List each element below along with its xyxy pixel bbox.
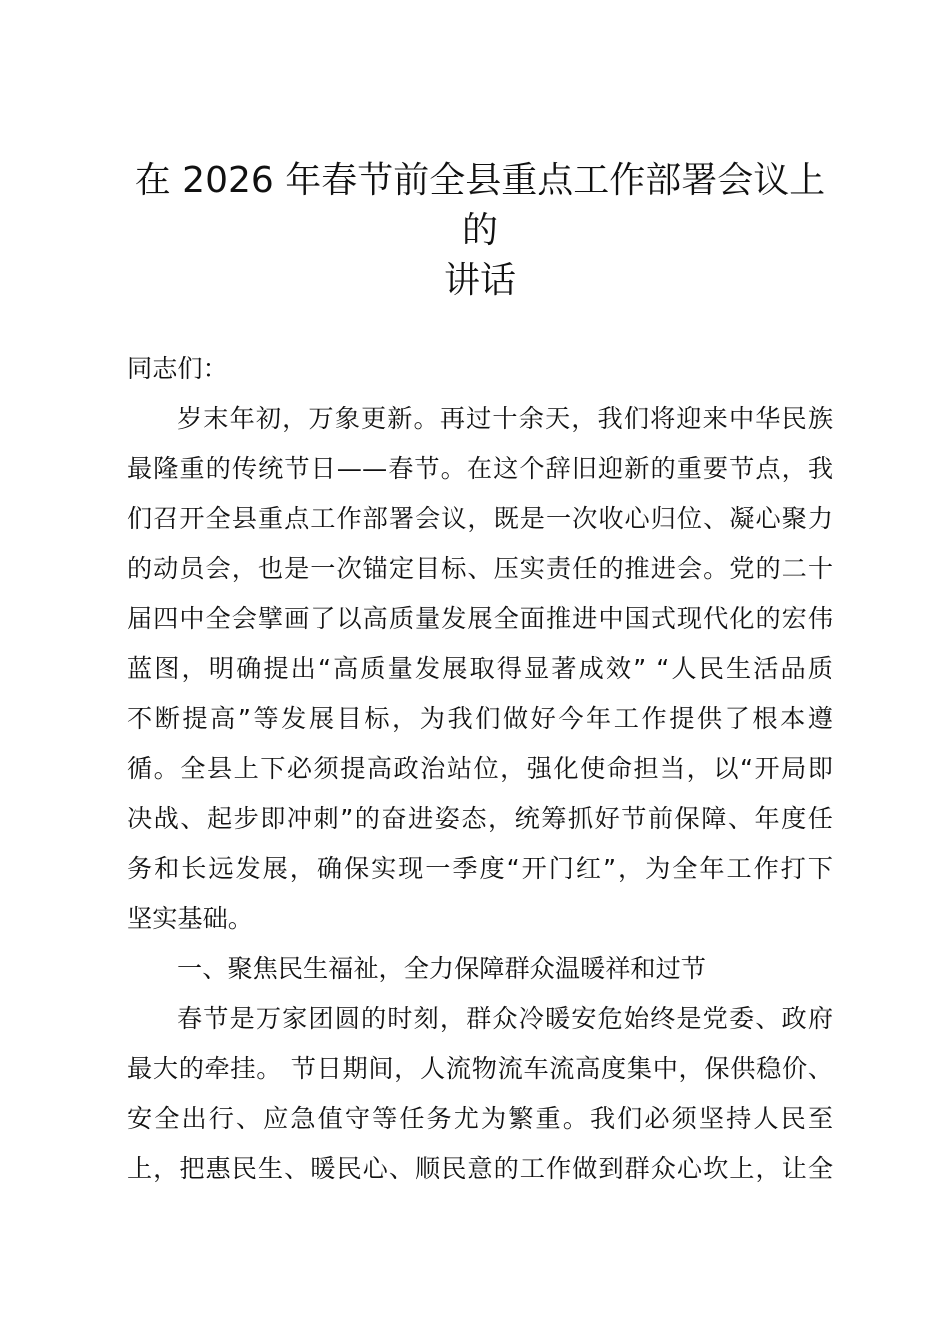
text-line: 届四中全会擘画了以高质量发展全面推进中国式现代化的宏伟 <box>127 604 833 633</box>
text-line: 循。全县上下必须提高政治站位，强化使命担当，以“开局即 <box>127 754 833 783</box>
salutation: 同志们： <box>127 354 228 383</box>
title-line-2: 讲话 <box>443 260 516 301</box>
text-line: 蓝图，明确提出“高质量发展取得显著成效” “人民生活品质 <box>127 654 833 683</box>
text-line: 安全出行、应急值守等任务尤为繁重。我们必须坚持人民至 <box>127 1104 833 1133</box>
text-line: 的动员会，也是一次锚定目标、压实责任的推进会。党的二十 <box>127 554 833 583</box>
text-line: 们召开全县重点工作部署会议，既是一次收心归位、凝心聚力 <box>127 504 833 533</box>
paragraph-intro <box>127 394 833 944</box>
text-line: 坚实基础。 <box>127 904 253 933</box>
text-line: 不断提高”等发展目标，为我们做好今年工作提供了根本遵 <box>127 704 833 733</box>
text-line: 最大的牵挂。 节日期间，人流物流车流高度集中，保供稳价、 <box>127 1054 833 1083</box>
text-line: 最隆重的传统节日——春节。在这个辞旧迎新的重要节点，我 <box>127 454 833 483</box>
text-line: 务和长远发展，确保实现一季度“开门红”，为全年工作打下 <box>127 854 833 883</box>
text-line: 上，把惠民生、暖民心、顺民意的工作做到群众心坎上，让全 <box>127 1154 833 1183</box>
title-line-1: 在 2026 年春节前全县重点工作部署会议上的 <box>134 160 826 251</box>
text-line: 决战、起步即冲刺”的奋进姿态，统筹抓好节前保障、年度任 <box>127 804 833 833</box>
text-line: 春节是万家团圆的时刻，群众冷暖安危始终是党委、政府 <box>177 1004 833 1033</box>
text-line: 岁末年初，万象更新。再过十余天，我们将迎来中华民族 <box>177 404 833 433</box>
paragraph-section-1 <box>127 994 833 1194</box>
document-page <box>127 150 833 1194</box>
document-title <box>127 150 833 306</box>
section-heading-1: 一、聚焦民生福祉，全力保障群众温暖祥和过节 <box>177 954 706 983</box>
